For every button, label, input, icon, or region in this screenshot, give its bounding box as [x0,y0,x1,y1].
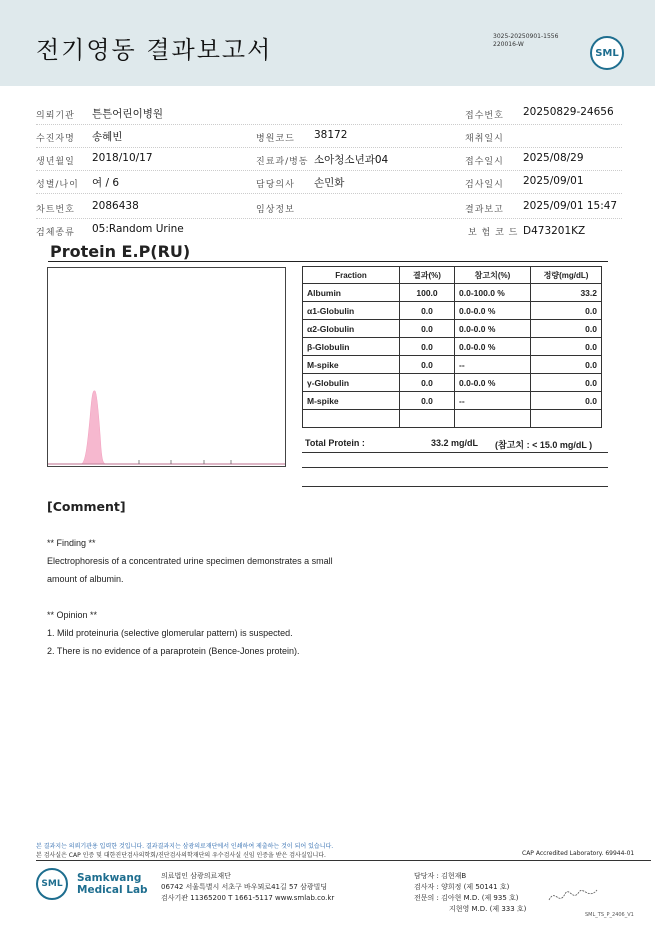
quantity-cell: 0.0 [531,302,602,320]
opinion-line-1: 1. Mild proteinuria (selective glomerular pattern) is suspected. [47,628,293,638]
finding-text-line-2: amount of albumin. [47,574,124,584]
staff-line-1: 담당자 : 김현재B [414,872,467,880]
reference-cell: -- [455,356,531,374]
total-protein-value: 33.2 mg/dL [431,438,479,448]
organization-address: 06742 서울특별시 서초구 바우뫼로41길 57 삼광빌딩 [161,883,328,891]
brand-line-1: Samkwang [77,872,142,884]
result-cell: 0.0 [400,320,455,338]
report-date-label: 결과보고 [465,205,504,215]
dept-value: 소아청소년과04 [314,154,389,166]
chart-no-label: 차트번호 [36,205,75,215]
reference-cell: 0.0-0.0 % [455,338,531,356]
quantity-cell: 0.0 [531,320,602,338]
result-cell: 0.0 [400,338,455,356]
header-result: 결과(%) [400,267,455,284]
table-row [303,338,602,356]
header-quantity: 정량(mg/dL) [531,267,602,284]
table-header-row [303,267,602,284]
table-row-empty [303,410,602,428]
result-cell: 0.0 [400,356,455,374]
fraction-cell: α2-Globulin [303,320,400,338]
fraction-cell: M-spike [303,392,400,410]
quantity-cell: 33.2 [531,284,602,302]
hospital-code-label: 병원코드 [256,134,295,144]
exam-date-label: 검사일시 [465,180,504,190]
patient-label: 수진자명 [36,134,75,144]
total-divider-2 [302,467,608,468]
quantity-cell: 0.0 [531,374,602,392]
doctor-label: 담당의사 [256,180,295,190]
reference-cell: 0.0-0.0 % [455,302,531,320]
reference-cell: 0.0-100.0 % [455,284,531,302]
sml-logo-icon: SML [590,36,624,70]
total-divider-3 [302,486,608,487]
total-protein-label: Total Protein : [305,438,365,448]
doctor-value: 손민화 [314,177,345,189]
fraction-cell: γ-Globulin [303,374,400,392]
document-number-line-2: 220016-W [493,41,524,48]
finding-text-line-1: Electrophoresis of a concentrated urine specimen demonstrates a small [47,556,333,566]
result-cell: 0.0 [400,374,455,392]
staff-line-3: 전문의 : 김아현 M.D. (제 935 호) [414,894,519,902]
section-title: Protein E.P(RU) [50,242,191,261]
header-reference: 참고치(%) [455,267,531,284]
row-divider [36,193,622,194]
fraction-cell: α1-Globulin [303,302,400,320]
row-divider [36,218,622,219]
receipt-no-label: 접수번호 [465,111,504,121]
comment-heading: [Comment] [47,499,126,514]
insurance-code-value: D473201KZ [523,225,586,237]
empty-cell [531,410,602,428]
receipt-no-value: 20250829-24656 [523,106,614,118]
electrophoresis-curve [48,268,285,466]
finding-title: ** Finding ** [47,538,96,548]
dob-label: 생년월일 [36,157,75,167]
table-row [303,302,602,320]
sex-age-label: 성별/나이 [36,180,79,190]
total-protein-reference: (참고치 : < 15.0 mg/dL ) [495,440,593,450]
receipt-date-value: 2025/08/29 [523,152,584,164]
empty-cell [303,410,400,428]
fraction-cell: M-spike [303,356,400,374]
opinion-title: ** Opinion ** [47,610,98,620]
table-row [303,374,602,392]
table-row [303,284,602,302]
electrophoresis-graph [47,267,286,467]
footer-notice-1: 본 결과지는 의뢰기관용 입력한 것입니다. 결과결과지는 삼광의료재단에서 인쇄하여 제출하는 것이 되어 있습니다. [36,843,334,850]
samkwang-logo-icon: SML [36,868,68,900]
brand-name [77,872,148,896]
collect-date-label: 채취일시 [465,134,504,144]
patient-value: 송혜빈 [92,131,123,143]
document-number [493,33,558,49]
document-number-line-1: 3025-20250901-1556 [493,33,559,40]
requester-value: 튼튼어린이병원 [92,108,164,120]
table-row [303,356,602,374]
organization-info [161,871,334,904]
cap-accreditation: CAP Accredited Laboratory. 69944-01 [522,850,635,857]
result-cell: 100.0 [400,284,455,302]
section-divider [48,261,608,262]
form-code: SML_TS_P_2406_V1 [585,912,634,918]
report-title: 전기영동 결과보고서 [36,36,273,64]
hospital-code-value: 38172 [314,129,348,141]
staff-line-2: 검사자 : 양희정 (제 50141 호) [414,883,510,891]
reference-cell: -- [455,392,531,410]
row-divider [36,170,622,171]
chart-no-value: 2086438 [92,200,139,212]
receipt-date-label: 접수일시 [465,157,504,167]
empty-cell [455,410,531,428]
clinical-label: 임상정보 [256,205,295,215]
brand-line-2: Medical Lab [77,884,148,896]
table-row [303,392,602,410]
table-row [303,320,602,338]
empty-cell [400,410,455,428]
result-cell: 0.0 [400,302,455,320]
dob-value: 2018/10/17 [92,152,153,164]
exam-date-value: 2025/09/01 [523,175,584,187]
requester-label: 의뢰기관 [36,111,75,121]
dept-label: 진료과/병동 [256,157,309,167]
organization-name: 의료법인 삼광의료재단 [161,872,231,880]
footer-notice-2: 본 검사실은 CAP 인증 및 대한진단검사의학회/진단검사의학재단의 우수검사실 신임 인증을 받은 검사실입니다. [36,852,326,859]
quantity-cell: 0.0 [531,356,602,374]
sex-age-value: 여 / 6 [92,177,120,189]
row-divider [36,147,622,148]
fraction-cell: Albumin [303,284,400,302]
results-table [302,266,602,428]
specimen-label: 검체종류 [36,228,75,238]
result-cell: 0.0 [400,392,455,410]
organization-contact: 검사기관 11365200 T 1661-5117 www.smlab.co.kr [161,894,335,902]
header-fraction: Fraction [303,267,400,284]
insurance-code-label: 보 험 코 드 [468,228,519,238]
opinion-line-2: 2. There is no evidence of a paraprotein (Bence-Jones protein). [47,646,300,656]
quantity-cell: 0.0 [531,392,602,410]
footer-divider [36,860,651,861]
quantity-cell: 0.0 [531,338,602,356]
reference-cell: 0.0-0.0 % [455,374,531,392]
albumin-peak [81,391,106,464]
staff-line-4: 지현영 M.D. (제 333 호) [449,905,527,913]
staff-info [414,871,526,915]
specimen-value: 05:Random Urine [92,223,184,235]
total-protein [305,438,593,450]
total-divider-1 [302,452,608,453]
row-divider [36,124,622,125]
signature-icon [545,880,605,910]
fraction-cell: β-Globulin [303,338,400,356]
reference-cell: 0.0-0.0 % [455,320,531,338]
report-date-value: 2025/09/01 15:47 [523,200,618,212]
